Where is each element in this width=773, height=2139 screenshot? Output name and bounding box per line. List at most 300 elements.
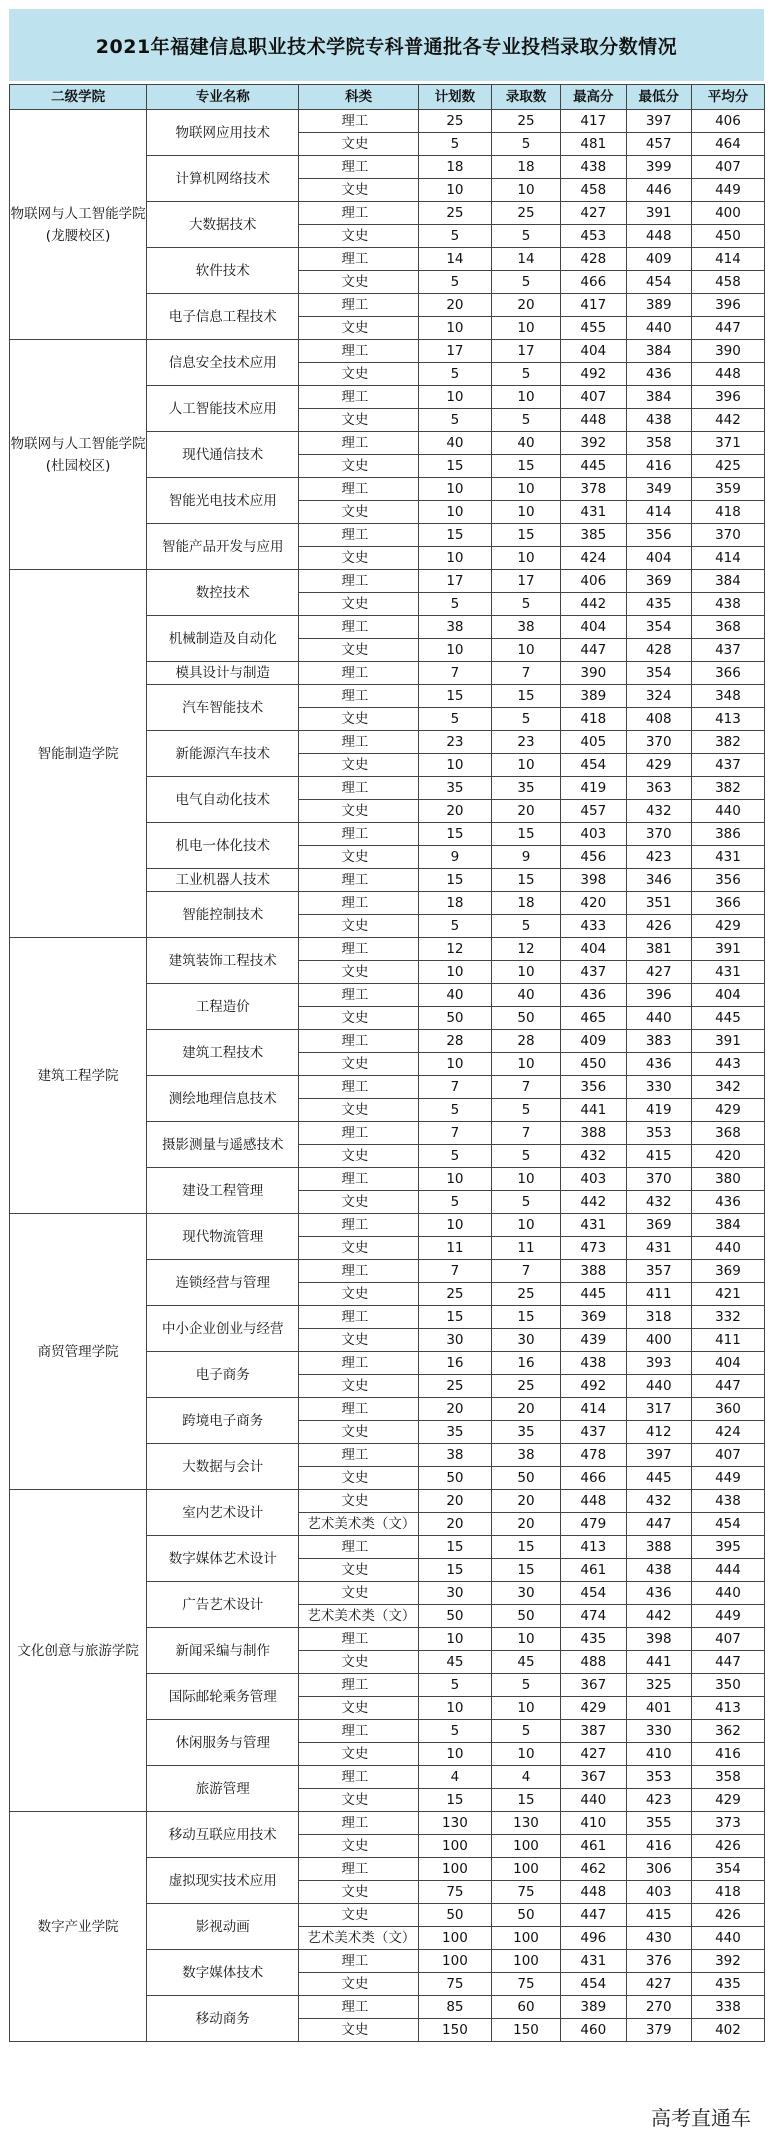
plan-cell: 10 xyxy=(418,1743,491,1766)
max-score-cell: 388 xyxy=(561,1260,626,1283)
header-department: 二级学院 xyxy=(10,85,147,110)
max-score-cell: 438 xyxy=(561,156,626,179)
min-score-cell: 446 xyxy=(626,179,691,202)
avg-score-cell: 454 xyxy=(691,1513,764,1536)
plan-cell: 17 xyxy=(418,340,491,363)
min-score-cell: 400 xyxy=(626,1329,691,1352)
table-row xyxy=(10,110,765,133)
category-cell: 理工 xyxy=(299,1260,419,1283)
category-cell: 文史 xyxy=(299,271,419,294)
header-plan: 计划数 xyxy=(418,85,491,110)
category-cell: 理工 xyxy=(299,892,419,915)
max-score-cell: 447 xyxy=(561,639,626,662)
avg-score-cell: 449 xyxy=(691,1605,764,1628)
category-cell: 文史 xyxy=(299,455,419,478)
max-score-cell: 437 xyxy=(561,961,626,984)
admitted-cell: 17 xyxy=(491,340,560,363)
min-score-cell: 432 xyxy=(626,1191,691,1214)
max-score-cell: 454 xyxy=(561,754,626,777)
category-cell: 理工 xyxy=(299,1030,419,1053)
avg-score-cell: 418 xyxy=(691,1881,764,1904)
category-cell: 理工 xyxy=(299,1076,419,1099)
avg-score-cell: 391 xyxy=(691,1030,764,1053)
min-score-cell: 408 xyxy=(626,708,691,731)
max-score-cell: 474 xyxy=(561,1605,626,1628)
category-cell: 文史 xyxy=(299,1237,419,1260)
plan-cell: 40 xyxy=(418,432,491,455)
category-cell: 理工 xyxy=(299,1352,419,1375)
min-score-cell: 306 xyxy=(626,1858,691,1881)
min-score-cell: 409 xyxy=(626,248,691,271)
plan-cell: 10 xyxy=(418,754,491,777)
major-cell: 旅游管理 xyxy=(147,1766,299,1812)
plan-cell: 23 xyxy=(418,731,491,754)
admitted-cell: 15 xyxy=(491,455,560,478)
max-score-cell: 398 xyxy=(561,869,626,892)
min-score-cell: 384 xyxy=(626,386,691,409)
plan-cell: 17 xyxy=(418,570,491,593)
category-cell: 理工 xyxy=(299,1444,419,1467)
admitted-cell: 25 xyxy=(491,110,560,133)
avg-score-cell: 429 xyxy=(691,915,764,938)
category-cell: 文史 xyxy=(299,1490,419,1513)
max-score-cell: 431 xyxy=(561,1950,626,1973)
category-cell: 文史 xyxy=(299,1651,419,1674)
min-score-cell: 429 xyxy=(626,754,691,777)
major-cell: 大数据与会计 xyxy=(147,1444,299,1490)
max-score-cell: 387 xyxy=(561,1720,626,1743)
plan-cell: 12 xyxy=(418,938,491,961)
avg-score-cell: 426 xyxy=(691,1904,764,1927)
max-score-cell: 465 xyxy=(561,1007,626,1030)
plan-cell: 15 xyxy=(418,823,491,846)
avg-score-cell: 366 xyxy=(691,662,764,685)
max-score-cell: 456 xyxy=(561,846,626,869)
max-score-cell: 441 xyxy=(561,1099,626,1122)
major-cell: 物联网应用技术 xyxy=(147,110,299,156)
max-score-cell: 392 xyxy=(561,432,626,455)
max-score-cell: 481 xyxy=(561,133,626,156)
header-category: 科类 xyxy=(299,85,419,110)
category-cell: 理工 xyxy=(299,1306,419,1329)
plan-cell: 10 xyxy=(418,1053,491,1076)
category-cell: 理工 xyxy=(299,294,419,317)
category-cell: 文史 xyxy=(299,1099,419,1122)
category-cell: 理工 xyxy=(299,1628,419,1651)
plan-cell: 18 xyxy=(418,156,491,179)
min-score-cell: 414 xyxy=(626,501,691,524)
admitted-cell: 23 xyxy=(491,731,560,754)
max-score-cell: 433 xyxy=(561,915,626,938)
plan-cell: 75 xyxy=(418,1881,491,1904)
plan-cell: 50 xyxy=(418,1007,491,1030)
major-cell: 人工智能技术应用 xyxy=(147,386,299,432)
score-table xyxy=(9,84,765,2042)
min-score-cell: 423 xyxy=(626,1789,691,1812)
avg-score-cell: 384 xyxy=(691,570,764,593)
max-score-cell: 466 xyxy=(561,1467,626,1490)
max-score-cell: 462 xyxy=(561,1858,626,1881)
category-cell: 文史 xyxy=(299,708,419,731)
major-cell: 机械制造及自动化 xyxy=(147,616,299,662)
category-cell: 文史 xyxy=(299,179,419,202)
plan-cell: 7 xyxy=(418,1076,491,1099)
avg-score-cell: 413 xyxy=(691,708,764,731)
min-score-cell: 436 xyxy=(626,1053,691,1076)
plan-cell: 14 xyxy=(418,248,491,271)
plan-cell: 15 xyxy=(418,1789,491,1812)
admitted-cell: 5 xyxy=(491,1720,560,1743)
max-score-cell: 447 xyxy=(561,1904,626,1927)
min-score-cell: 416 xyxy=(626,1835,691,1858)
avg-score-cell: 396 xyxy=(691,386,764,409)
major-cell: 汽车智能技术 xyxy=(147,685,299,731)
major-cell: 国际邮轮乘务管理 xyxy=(147,1674,299,1720)
max-score-cell: 417 xyxy=(561,110,626,133)
min-score-cell: 442 xyxy=(626,1605,691,1628)
min-score-cell: 356 xyxy=(626,524,691,547)
min-score-cell: 430 xyxy=(626,1927,691,1950)
admitted-cell: 30 xyxy=(491,1329,560,1352)
min-score-cell: 354 xyxy=(626,662,691,685)
table-row xyxy=(10,570,765,593)
plan-cell: 75 xyxy=(418,1973,491,1996)
min-score-cell: 438 xyxy=(626,409,691,432)
admitted-cell: 10 xyxy=(491,478,560,501)
max-score-cell: 466 xyxy=(561,271,626,294)
category-cell: 文史 xyxy=(299,2019,419,2042)
admitted-cell: 45 xyxy=(491,1651,560,1674)
plan-cell: 15 xyxy=(418,1306,491,1329)
category-cell: 文史 xyxy=(299,915,419,938)
major-cell: 现代通信技术 xyxy=(147,432,299,478)
plan-cell: 10 xyxy=(418,547,491,570)
plan-cell: 35 xyxy=(418,777,491,800)
max-score-cell: 455 xyxy=(561,317,626,340)
admitted-cell: 10 xyxy=(491,317,560,340)
category-cell: 文史 xyxy=(299,501,419,524)
avg-score-cell: 421 xyxy=(691,1283,764,1306)
plan-cell: 7 xyxy=(418,1122,491,1145)
max-score-cell: 405 xyxy=(561,731,626,754)
max-score-cell: 369 xyxy=(561,1306,626,1329)
category-cell: 理工 xyxy=(299,386,419,409)
admitted-cell: 28 xyxy=(491,1030,560,1053)
avg-score-cell: 416 xyxy=(691,1743,764,1766)
min-score-cell: 369 xyxy=(626,570,691,593)
avg-score-cell: 437 xyxy=(691,754,764,777)
admitted-cell: 25 xyxy=(491,202,560,225)
category-cell: 文史 xyxy=(299,1329,419,1352)
avg-score-cell: 368 xyxy=(691,1122,764,1145)
major-cell: 建设工程管理 xyxy=(147,1168,299,1214)
avg-score-cell: 445 xyxy=(691,1007,764,1030)
max-score-cell: 440 xyxy=(561,1789,626,1812)
table-row xyxy=(10,1490,765,1513)
avg-score-cell: 429 xyxy=(691,1789,764,1812)
header-avg-score: 平均分 xyxy=(691,85,764,110)
max-score-cell: 432 xyxy=(561,1145,626,1168)
max-score-cell: 478 xyxy=(561,1444,626,1467)
avg-score-cell: 342 xyxy=(691,1076,764,1099)
admitted-cell: 100 xyxy=(491,1835,560,1858)
category-cell: 文史 xyxy=(299,800,419,823)
min-score-cell: 397 xyxy=(626,1444,691,1467)
category-cell: 艺术美术类（文） xyxy=(299,1927,419,1950)
min-score-cell: 353 xyxy=(626,1766,691,1789)
max-score-cell: 458 xyxy=(561,179,626,202)
avg-score-cell: 440 xyxy=(691,800,764,823)
plan-cell: 10 xyxy=(418,317,491,340)
avg-score-cell: 369 xyxy=(691,1260,764,1283)
plan-cell: 50 xyxy=(418,1904,491,1927)
major-cell: 广告艺术设计 xyxy=(147,1582,299,1628)
category-cell: 文史 xyxy=(299,1582,419,1605)
category-cell: 理工 xyxy=(299,524,419,547)
plan-cell: 100 xyxy=(418,1835,491,1858)
plan-cell: 5 xyxy=(418,1145,491,1168)
department-cell: 智能制造学院 xyxy=(10,570,147,938)
major-cell: 建筑工程技术 xyxy=(147,1030,299,1076)
max-score-cell: 418 xyxy=(561,708,626,731)
max-score-cell: 403 xyxy=(561,1168,626,1191)
avg-score-cell: 350 xyxy=(691,1674,764,1697)
admitted-cell: 75 xyxy=(491,1973,560,1996)
max-score-cell: 406 xyxy=(561,570,626,593)
category-cell: 文史 xyxy=(299,1007,419,1030)
max-score-cell: 460 xyxy=(561,2019,626,2042)
min-score-cell: 441 xyxy=(626,1651,691,1674)
admitted-cell: 20 xyxy=(491,1398,560,1421)
avg-score-cell: 418 xyxy=(691,501,764,524)
max-score-cell: 424 xyxy=(561,547,626,570)
max-score-cell: 442 xyxy=(561,1191,626,1214)
plan-cell: 9 xyxy=(418,846,491,869)
category-cell: 理工 xyxy=(299,1674,419,1697)
header-major: 专业名称 xyxy=(147,85,299,110)
major-cell: 摄影测量与遥感技术 xyxy=(147,1122,299,1168)
category-cell: 文史 xyxy=(299,1835,419,1858)
category-cell: 文史 xyxy=(299,1904,419,1927)
table-row xyxy=(10,938,765,961)
category-cell: 文史 xyxy=(299,1973,419,1996)
plan-cell: 25 xyxy=(418,1375,491,1398)
max-score-cell: 436 xyxy=(561,984,626,1007)
avg-score-cell: 391 xyxy=(691,938,764,961)
min-score-cell: 419 xyxy=(626,1099,691,1122)
avg-score-cell: 443 xyxy=(691,1053,764,1076)
admitted-cell: 5 xyxy=(491,593,560,616)
admitted-cell: 40 xyxy=(491,432,560,455)
admitted-cell: 40 xyxy=(491,984,560,1007)
admitted-cell: 5 xyxy=(491,1099,560,1122)
max-score-cell: 427 xyxy=(561,202,626,225)
avg-score-cell: 424 xyxy=(691,1421,764,1444)
page-title: 2021年福建信息职业技术学院专科普通批各专业投档录取分数情况 xyxy=(95,35,678,58)
admitted-cell: 25 xyxy=(491,1375,560,1398)
min-score-cell: 401 xyxy=(626,1697,691,1720)
max-score-cell: 409 xyxy=(561,1030,626,1053)
min-score-cell: 349 xyxy=(626,478,691,501)
min-score-cell: 351 xyxy=(626,892,691,915)
plan-cell: 10 xyxy=(418,478,491,501)
plan-cell: 15 xyxy=(418,524,491,547)
major-cell: 智能产品开发与应用 xyxy=(147,524,299,570)
plan-cell: 20 xyxy=(418,1490,491,1513)
category-cell: 理工 xyxy=(299,869,419,892)
category-cell: 艺术美术类（文） xyxy=(299,1513,419,1536)
category-cell: 理工 xyxy=(299,478,419,501)
category-cell: 文史 xyxy=(299,1191,419,1214)
category-cell: 理工 xyxy=(299,156,419,179)
min-score-cell: 369 xyxy=(626,1214,691,1237)
admitted-cell: 35 xyxy=(491,1421,560,1444)
plan-cell: 20 xyxy=(418,800,491,823)
plan-cell: 15 xyxy=(418,869,491,892)
plan-cell: 18 xyxy=(418,892,491,915)
max-score-cell: 356 xyxy=(561,1076,626,1099)
category-cell: 文史 xyxy=(299,1743,419,1766)
admitted-cell: 7 xyxy=(491,662,560,685)
avg-score-cell: 448 xyxy=(691,363,764,386)
min-score-cell: 440 xyxy=(626,1375,691,1398)
max-score-cell: 403 xyxy=(561,823,626,846)
min-score-cell: 436 xyxy=(626,1582,691,1605)
admitted-cell: 25 xyxy=(491,1283,560,1306)
category-cell: 理工 xyxy=(299,731,419,754)
plan-cell: 15 xyxy=(418,685,491,708)
major-cell: 数控技术 xyxy=(147,570,299,616)
category-cell: 理工 xyxy=(299,777,419,800)
min-score-cell: 370 xyxy=(626,1168,691,1191)
avg-score-cell: 438 xyxy=(691,593,764,616)
admitted-cell: 5 xyxy=(491,915,560,938)
category-cell: 理工 xyxy=(299,340,419,363)
avg-score-cell: 411 xyxy=(691,1329,764,1352)
min-score-cell: 330 xyxy=(626,1076,691,1099)
min-score-cell: 388 xyxy=(626,1536,691,1559)
plan-cell: 10 xyxy=(418,501,491,524)
category-cell: 理工 xyxy=(299,1214,419,1237)
major-cell: 移动互联应用技术 xyxy=(147,1812,299,1858)
min-score-cell: 403 xyxy=(626,1881,691,1904)
major-cell: 工业机器人技术 xyxy=(147,869,299,892)
avg-score-cell: 447 xyxy=(691,317,764,340)
avg-score-cell: 362 xyxy=(691,1720,764,1743)
admitted-cell: 50 xyxy=(491,1467,560,1490)
max-score-cell: 431 xyxy=(561,1214,626,1237)
admitted-cell: 10 xyxy=(491,501,560,524)
avg-score-cell: 395 xyxy=(691,1536,764,1559)
plan-cell: 45 xyxy=(418,1651,491,1674)
department-cell: 文化创意与旅游学院 xyxy=(10,1490,147,1812)
category-cell: 文史 xyxy=(299,1421,419,1444)
max-score-cell: 492 xyxy=(561,363,626,386)
plan-cell: 5 xyxy=(418,1099,491,1122)
admitted-cell: 10 xyxy=(491,179,560,202)
plan-cell: 30 xyxy=(418,1582,491,1605)
admitted-cell: 5 xyxy=(491,708,560,731)
major-cell: 现代物流管理 xyxy=(147,1214,299,1260)
header-row xyxy=(10,85,765,110)
avg-score-cell: 413 xyxy=(691,1697,764,1720)
category-cell: 理工 xyxy=(299,1812,419,1835)
max-score-cell: 407 xyxy=(561,386,626,409)
category-cell: 文史 xyxy=(299,754,419,777)
plan-cell: 10 xyxy=(418,639,491,662)
max-score-cell: 390 xyxy=(561,662,626,685)
major-cell: 连锁经营与管理 xyxy=(147,1260,299,1306)
admitted-cell: 20 xyxy=(491,294,560,317)
admitted-cell: 130 xyxy=(491,1812,560,1835)
avg-score-cell: 437 xyxy=(691,639,764,662)
table-row xyxy=(10,1214,765,1237)
avg-score-cell: 382 xyxy=(691,777,764,800)
category-cell: 文史 xyxy=(299,363,419,386)
category-cell: 文史 xyxy=(299,1789,419,1812)
category-cell: 理工 xyxy=(299,1122,419,1145)
max-score-cell: 367 xyxy=(561,1674,626,1697)
category-cell: 理工 xyxy=(299,1950,419,1973)
admitted-cell: 15 xyxy=(491,524,560,547)
plan-cell: 10 xyxy=(418,961,491,984)
admitted-cell: 18 xyxy=(491,892,560,915)
admitted-cell: 100 xyxy=(491,1927,560,1950)
min-score-cell: 440 xyxy=(626,1007,691,1030)
admitted-cell: 5 xyxy=(491,133,560,156)
min-score-cell: 412 xyxy=(626,1421,691,1444)
admitted-cell: 15 xyxy=(491,823,560,846)
max-score-cell: 410 xyxy=(561,1812,626,1835)
major-cell: 休闲服务与管理 xyxy=(147,1720,299,1766)
max-score-cell: 448 xyxy=(561,1490,626,1513)
admitted-cell: 4 xyxy=(491,1766,560,1789)
plan-cell: 50 xyxy=(418,1605,491,1628)
min-score-cell: 363 xyxy=(626,777,691,800)
max-score-cell: 378 xyxy=(561,478,626,501)
avg-score-cell: 366 xyxy=(691,892,764,915)
max-score-cell: 454 xyxy=(561,1973,626,1996)
max-score-cell: 404 xyxy=(561,340,626,363)
plan-cell: 7 xyxy=(418,662,491,685)
avg-score-cell: 407 xyxy=(691,1444,764,1467)
admitted-cell: 15 xyxy=(491,869,560,892)
category-cell: 文史 xyxy=(299,639,419,662)
category-cell: 文史 xyxy=(299,1283,419,1306)
major-cell: 大数据技术 xyxy=(147,202,299,248)
plan-cell: 5 xyxy=(418,708,491,731)
admitted-cell: 5 xyxy=(491,1145,560,1168)
min-score-cell: 398 xyxy=(626,1628,691,1651)
min-score-cell: 432 xyxy=(626,800,691,823)
category-cell: 文史 xyxy=(299,409,419,432)
table-body xyxy=(10,110,765,2042)
plan-cell: 5 xyxy=(418,915,491,938)
avg-score-cell: 447 xyxy=(691,1375,764,1398)
avg-score-cell: 358 xyxy=(691,1766,764,1789)
admitted-cell: 5 xyxy=(491,409,560,432)
avg-score-cell: 359 xyxy=(691,478,764,501)
min-score-cell: 454 xyxy=(626,271,691,294)
major-cell: 软件技术 xyxy=(147,248,299,294)
category-cell: 理工 xyxy=(299,1858,419,1881)
avg-score-cell: 332 xyxy=(691,1306,764,1329)
category-cell: 文史 xyxy=(299,961,419,984)
admitted-cell: 10 xyxy=(491,547,560,570)
admitted-cell: 5 xyxy=(491,1191,560,1214)
max-score-cell: 435 xyxy=(561,1628,626,1651)
avg-score-cell: 368 xyxy=(691,616,764,639)
